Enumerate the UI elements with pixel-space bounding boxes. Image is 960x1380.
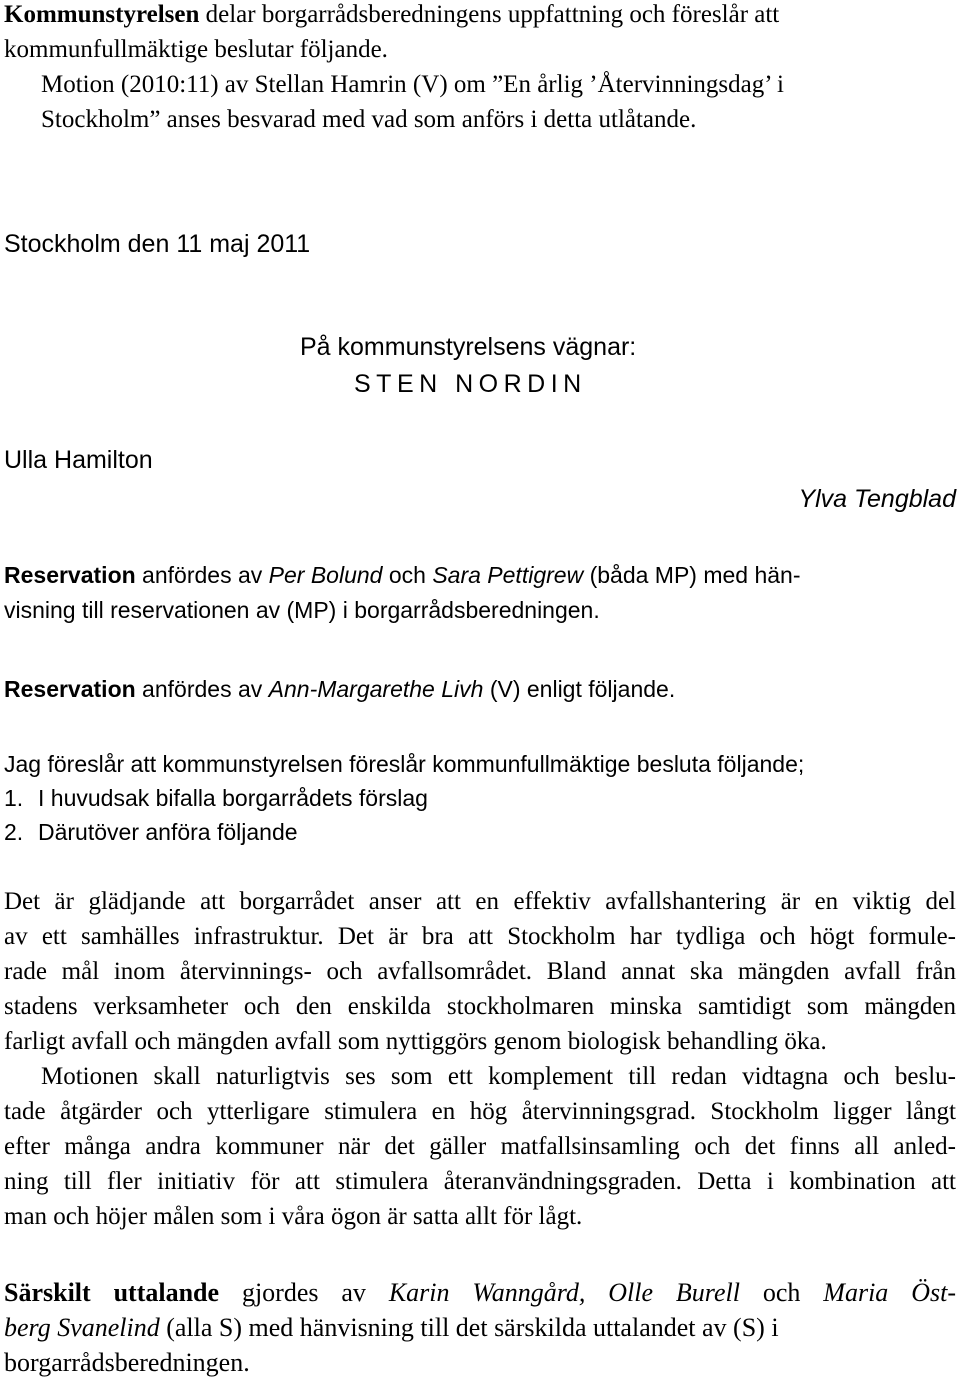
special-text-1: gjordes av (219, 1278, 389, 1307)
reasoning-line: av ett samhälles infrastruktur. Det är bra att Stockholm har tydliga och högt formule- (4, 923, 956, 950)
proposal-block (4, 747, 956, 849)
reasoning-line: man och höjer målen som i våra ögon är satta allt för lågt. (4, 1203, 583, 1230)
intro-bold-lead: Kommunstyrelsen (4, 1, 200, 28)
intro-line-2: kommunfullmäktige beslutar följande. (4, 36, 388, 63)
reservation-mp-name-1: Per Bolund (268, 562, 383, 588)
reservation-mp-text-3: (båda MP) med hän- (583, 562, 801, 588)
proposal-item (4, 781, 956, 815)
reasoning-block (4, 884, 956, 1234)
signing-date: Stockholm den 11 maj 2011 (4, 230, 311, 258)
reasoning-line: Det är glädjande att borgarrådet anser att en effektiv avfallshantering är en viktig del (4, 888, 956, 915)
special-label: Särskilt uttalande (4, 1278, 220, 1307)
reservation-v-text-2: (V) enligt följande. (483, 676, 676, 702)
reservation-mp-label: Reservation (4, 562, 136, 588)
proposal-item-text: I huvudsak bifalla borgarrådets förslag (38, 785, 428, 811)
reservation-mp-line-2: visning till reservationen av (MP) i borgarrådsberedningen. (4, 597, 600, 623)
special-name-2b: berg Svanelind (4, 1313, 160, 1342)
reasoning-line: stadens verksamheter och den enskilda stockholmaren minska samtidigt som mängden (4, 993, 956, 1020)
reservation-v-line (4, 672, 956, 707)
reasoning-line: efter många andra kommuner när det gäller matfallsinsamling och det finns all anled- (4, 1133, 956, 1160)
intro-line-1-rest: delar borgarrådsberedningens uppfattning och föreslår att (199, 1, 780, 28)
reservation-v-text-1: anfördes av (135, 676, 269, 702)
intro-line-4: Stockholm” anses besvarad med vad som anförs i detta utlåtande. (41, 106, 697, 133)
reservation-v-name: Ann-Margarethe Livh (268, 676, 484, 702)
decision-intro (4, 0, 954, 137)
reservation-mp-text-2: och (382, 562, 433, 588)
reservation-mp-name-2: Sara Pettigrew (432, 562, 584, 588)
signer-main-name: STEN NORDIN (354, 370, 587, 398)
intro-line-1 (4, 0, 954, 32)
proposal-item-text: Därutöver anföra följande (38, 819, 298, 845)
proposal-item (4, 815, 956, 849)
reservation-mp (4, 558, 956, 628)
on-behalf-label: På kommunstyrelsens vägnar: (300, 333, 637, 361)
proposal-lead: Jag föreslår att kommunstyrelsen föreslår kommunfullmäktige besluta följande; (4, 751, 805, 777)
special-name-1: Karin Wanngård, Olle Burell (388, 1278, 740, 1307)
special-text-2: och (739, 1278, 824, 1307)
special-name-2a: Maria Öst- (823, 1278, 956, 1307)
special-statement (4, 1275, 956, 1380)
reservation-v-label: Reservation (4, 676, 136, 702)
special-text-3: (alla S) med hänvisning till det särskilda uttalandet av (S) i (159, 1313, 779, 1342)
reasoning-line: rade mål inom återvinnings- och avfallsområdet. Bland annat ska mängden avfall från (4, 958, 956, 985)
reasoning-line: ning till fler initiativ för att stimulera återanvändningsgraden. Detta i kombination att (4, 1168, 956, 1195)
reservation-mp-text-1: anfördes av (135, 562, 269, 588)
special-line-2 (4, 1310, 956, 1345)
reasoning-line: Motionen skall naturligtvis ses som ett komplement till redan vidtagna och beslu- (41, 1063, 956, 1090)
reasoning-line: tade åtgärder och ytterligare stimulera en hög återvinningsgrad. Stockholm ligger långt (4, 1098, 956, 1125)
special-line-1 (4, 1275, 956, 1310)
reasoning-line: farligt avfall och mängden avfall som nyttiggörs genom biologisk behandling öka. (4, 1028, 827, 1055)
proposal-item-number: 2. (4, 819, 24, 845)
proposal-item-number: 1. (4, 785, 24, 811)
intro-line-3: Motion (2010:11) av Stellan Hamrin (V) om ”En årlig ’Återvinningsdag’ i (41, 71, 784, 98)
signer-right-name: Ylva Tengblad (798, 485, 956, 513)
reservation-mp-line-1 (4, 558, 956, 593)
reservation-v (4, 672, 956, 707)
signer-left-name: Ulla Hamilton (4, 446, 153, 474)
special-line-3: borgarrådsberedningen. (4, 1348, 250, 1377)
